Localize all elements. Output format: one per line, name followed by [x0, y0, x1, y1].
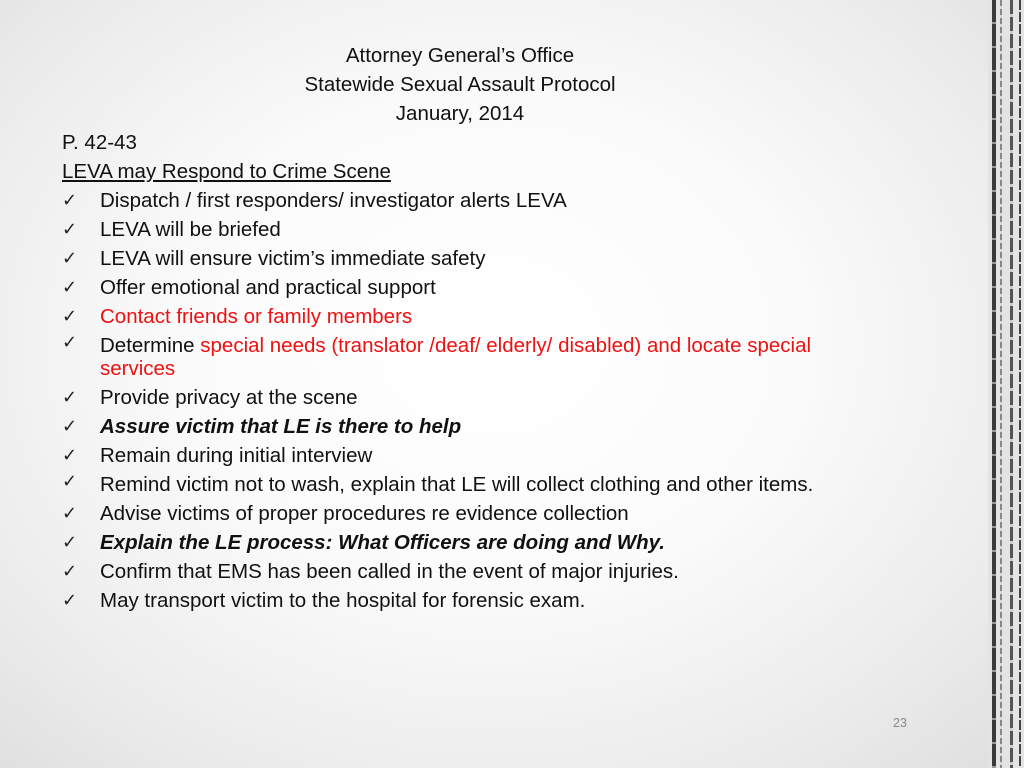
list-item-text: Remind victim not to wash, explain that LE will collect clothing and other items. [100, 473, 814, 496]
list-item-text-emphasized: Explain the LE process: What Officers are doing and Why. [100, 531, 665, 554]
list-item [62, 273, 842, 302]
header-line-date: January, 2014 [395, 102, 525, 125]
slide-header [260, 41, 660, 128]
checkmark-icon: ✓ [62, 445, 78, 466]
checkmark-icon: ✓ [62, 532, 78, 553]
list-item [62, 557, 842, 586]
checkmark-icon: ✓ [62, 248, 78, 269]
slide-number: 23 [893, 716, 907, 730]
list-item [62, 302, 842, 331]
list-item-text: Confirm that EMS has been called in the event of major injuries. [100, 560, 679, 583]
border-stripe [1019, 0, 1021, 768]
list-item [62, 470, 842, 499]
list-item-text: Advise victims of proper procedures re evidence collection [100, 502, 629, 525]
checkmark-icon: ✓ [62, 387, 78, 408]
checkmark-icon: ✓ [62, 471, 78, 492]
list-item [62, 244, 842, 273]
list-item-text: Determine [100, 334, 201, 357]
list-item-text-highlighted: Contact friends or family members [100, 305, 413, 328]
list-item-text: Offer emotional and practical support [100, 276, 436, 299]
list-item [62, 412, 842, 441]
list-item-text: Remain during initial interview [100, 444, 373, 467]
slide-content [62, 128, 842, 615]
checkmark-icon: ✓ [62, 503, 78, 524]
list-item-text: LEVA will be briefed [100, 218, 281, 241]
checkmark-icon: ✓ [62, 332, 78, 353]
list-item [62, 528, 842, 557]
list-item [62, 215, 842, 244]
list-item-text: Dispatch / first responders/ investigator alerts LEVA [100, 189, 567, 212]
list-item [62, 499, 842, 528]
checkmark-icon: ✓ [62, 416, 78, 437]
checkmark-icon: ✓ [62, 590, 78, 611]
checklist [62, 186, 842, 615]
section-title: LEVA may Respond to Crime Scene [62, 160, 391, 183]
decorative-border [988, 0, 1024, 768]
checkmark-icon: ✓ [62, 277, 78, 298]
checkmark-icon: ✓ [62, 306, 78, 327]
border-stripe [1010, 0, 1013, 768]
checkmark-icon: ✓ [62, 190, 78, 211]
page-reference: P. 42-43 [62, 131, 137, 154]
list-item [62, 441, 842, 470]
list-item [62, 186, 842, 215]
list-item [62, 331, 842, 383]
list-item-text-emphasized: Assure victim that LE is there to help [100, 415, 462, 438]
border-stripe [992, 0, 996, 768]
checkmark-icon: ✓ [62, 561, 78, 582]
list-item-text: May transport victim to the hospital for forensic exam. [100, 589, 586, 612]
header-line-office: Attorney General’s Office [345, 44, 575, 67]
border-stripe [1000, 0, 1002, 768]
header-line-protocol: Statewide Sexual Assault Protocol [304, 73, 616, 96]
list-item-text: LEVA will ensure victim’s immediate safety [100, 247, 486, 270]
list-item [62, 383, 842, 412]
checkmark-icon: ✓ [62, 219, 78, 240]
list-item-text: Provide privacy at the scene [100, 386, 358, 409]
list-item [62, 586, 842, 615]
list-item-text-highlighted: special needs (translator /deaf/ elderly/ disabled) and locate special services [100, 334, 812, 380]
